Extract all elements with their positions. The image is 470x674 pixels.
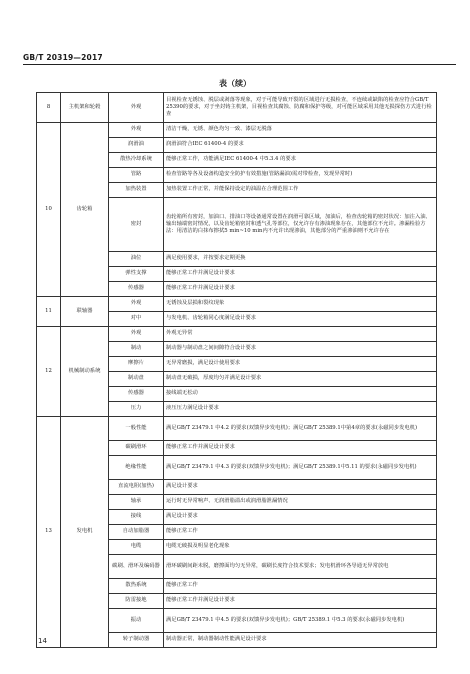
table-row (37, 327, 437, 342)
item-number: 12 (37, 327, 61, 417)
requirement: 能够正常工作并满足设计要求 (164, 267, 437, 282)
requirement: 满足使用要求，并按要求定期更换 (164, 252, 437, 267)
inspection-table (36, 92, 437, 648)
component-name: 主机架和轮毂 (61, 93, 109, 123)
check-item: 外观 (109, 93, 164, 123)
check-item: 绝缘性能 (109, 456, 164, 480)
check-item: 接线 (109, 510, 164, 525)
item-number: 10 (37, 123, 61, 297)
check-item: 自动加脂器 (109, 525, 164, 540)
requirement: 检查管路等各及设备构造安全防护有效措施(管路漏油)需对带检查，发现异常时) (164, 168, 437, 183)
component-name: 联轴器 (61, 297, 109, 327)
requirement: 制动器与制动盘之间间隙符合设计要求 (164, 342, 437, 357)
requirement: 能够正常工作并满足设计要求 (164, 282, 437, 297)
requirement: 运行时无异常响声、无润滑脂溢出或润滑脂泄漏情况 (164, 495, 437, 510)
check-item: 对中 (109, 312, 164, 327)
check-item: 一般性能 (109, 417, 164, 441)
item-number: 8 (37, 93, 61, 123)
check-item: 弹性支撑 (109, 267, 164, 282)
requirement: 无异常磨损，满足设计使用要求 (164, 357, 437, 372)
requirement: 加热装置工作正常，并能保持设定的油温在合理范围工作 (164, 183, 437, 198)
component-name: 机械制动系统 (61, 327, 109, 417)
requirement: 液压压力满足设计要求 (164, 402, 437, 417)
check-item: 碳刷、滑环及编码器 (109, 555, 164, 579)
table-row (37, 93, 437, 123)
requirement: 制动器正常，制动器制动性能满足设计要求 (164, 633, 437, 648)
check-item: 外观 (109, 327, 164, 342)
requirement: 制动盘无破损，厚度均匀并满足设计要求 (164, 372, 437, 387)
check-item: 防雷接地 (109, 594, 164, 609)
requirement: 电缆无破损及明显老化现象 (164, 540, 437, 555)
requirement: 能够正常工作，功能满足IEC 61400-4 中5.3.4 的要求 (164, 153, 437, 168)
check-item: 碳刷滑环 (109, 441, 164, 456)
check-item: 制动 (109, 342, 164, 357)
check-item: 密封 (109, 198, 164, 252)
check-item: 散热系统 (109, 579, 164, 594)
standard-number: GB/T 20319—2017 (23, 53, 103, 62)
requirement: 满足GB/T 23479.1 中4.2 的要求(双馈异步发电机)；满足GB/T 25389.1中第4章的要求(永磁同步发电机) (164, 417, 437, 441)
check-item: 油位 (109, 252, 164, 267)
header-rule (23, 64, 456, 65)
page-number: 14 (38, 637, 47, 645)
check-item: 直流电阻(加热) (109, 480, 164, 495)
check-item: 外观 (109, 297, 164, 312)
item-number: 11 (37, 297, 61, 327)
check-item: 转子制动器 (109, 633, 164, 648)
item-number: 13 (37, 417, 61, 648)
check-item: 加热装置 (109, 183, 164, 198)
check-item: 振动 (109, 609, 164, 633)
requirement: 能够正常工作并满足设计要求 (164, 441, 437, 456)
requirement: 能够正常工作并满足设计要求 (164, 594, 437, 609)
requirement: 满足GB/T 23479.1 中4.5 的要求(双馈异步发电机)；GB/T 25389.1 中5.3 的要求(永磁同步发电机) (164, 609, 437, 633)
requirement: 能够正常工作 (164, 579, 437, 594)
check-item: 传感器 (109, 387, 164, 402)
table-row (37, 123, 437, 138)
requirement: 满足设计要求 (164, 480, 437, 495)
component-name: 齿轮箱 (61, 123, 109, 297)
table-title: 表（续） (219, 79, 251, 88)
requirement: 外观无异常 (164, 327, 437, 342)
requirement: 满足GB/T 23479.1 中4.3 的要求(双馈异步发电机)；满足GB/T 25389.1中5.11 的要求(永磁同步发电机) (164, 456, 437, 480)
component-name: 发电机 (61, 417, 109, 648)
table-row (37, 297, 437, 312)
requirement: 目视检查无锈蚀、脱层或剥落等现象，对于可能导致开裂的区域进行无损检查，不连续或缺陷的检查应符合GB/T 25390的要求，对于坐封铸主机架，目视检查其腐蚀、防腐和保护等级，对可能区域采用其他无损探伤方式进行检查 (164, 93, 437, 123)
check-item: 外观 (109, 123, 164, 138)
requirement: 与发电机、齿轮箱同心度满足设计要求 (164, 312, 437, 327)
requirement: 齿轮箱所有密封，加油口、排油口等设备通常设置在润滑可靠区域，加油后，检查齿轮箱的密封状况：加注入油、输出轴端密封情况，以及齿轮箱密封和透气孔等部位，仅允许存有渗油现象存在，其他部位不允许。渗漏检验方法：用清洁的白抹布擦拭5 min~10 min内不允许出现渗油，其他部分的严重渗油则不允许存在 (164, 198, 437, 252)
requirement: 润滑油符合IEC 61400-4 的要求 (164, 138, 437, 153)
table-row (37, 417, 437, 441)
requirement: 能够正常工作 (164, 525, 437, 540)
check-item: 制动盘 (109, 372, 164, 387)
check-item: 电缆 (109, 540, 164, 555)
requirement: 滑环碳刷间距未脱，磨擦面均匀无异常，碳刷长度符合技术要求；发电机滑环各导通无异常放电 (164, 555, 437, 579)
check-item: 传感器 (109, 282, 164, 297)
check-item: 润滑油 (109, 138, 164, 153)
check-item: 管路 (109, 168, 164, 183)
requirement: 满足设计要求 (164, 510, 437, 525)
check-item: 轴承 (109, 495, 164, 510)
check-item: 散热冷却系统 (109, 153, 164, 168)
check-item: 压力 (109, 402, 164, 417)
requirement: 无锈蚀及层损和裂纹现象 (164, 297, 437, 312)
requirement: 接线端无松动 (164, 387, 437, 402)
check-item: 摩擦片 (109, 357, 164, 372)
requirement: 清洁干燥，无锈、颜色均匀一致、漆层无脱落 (164, 123, 437, 138)
